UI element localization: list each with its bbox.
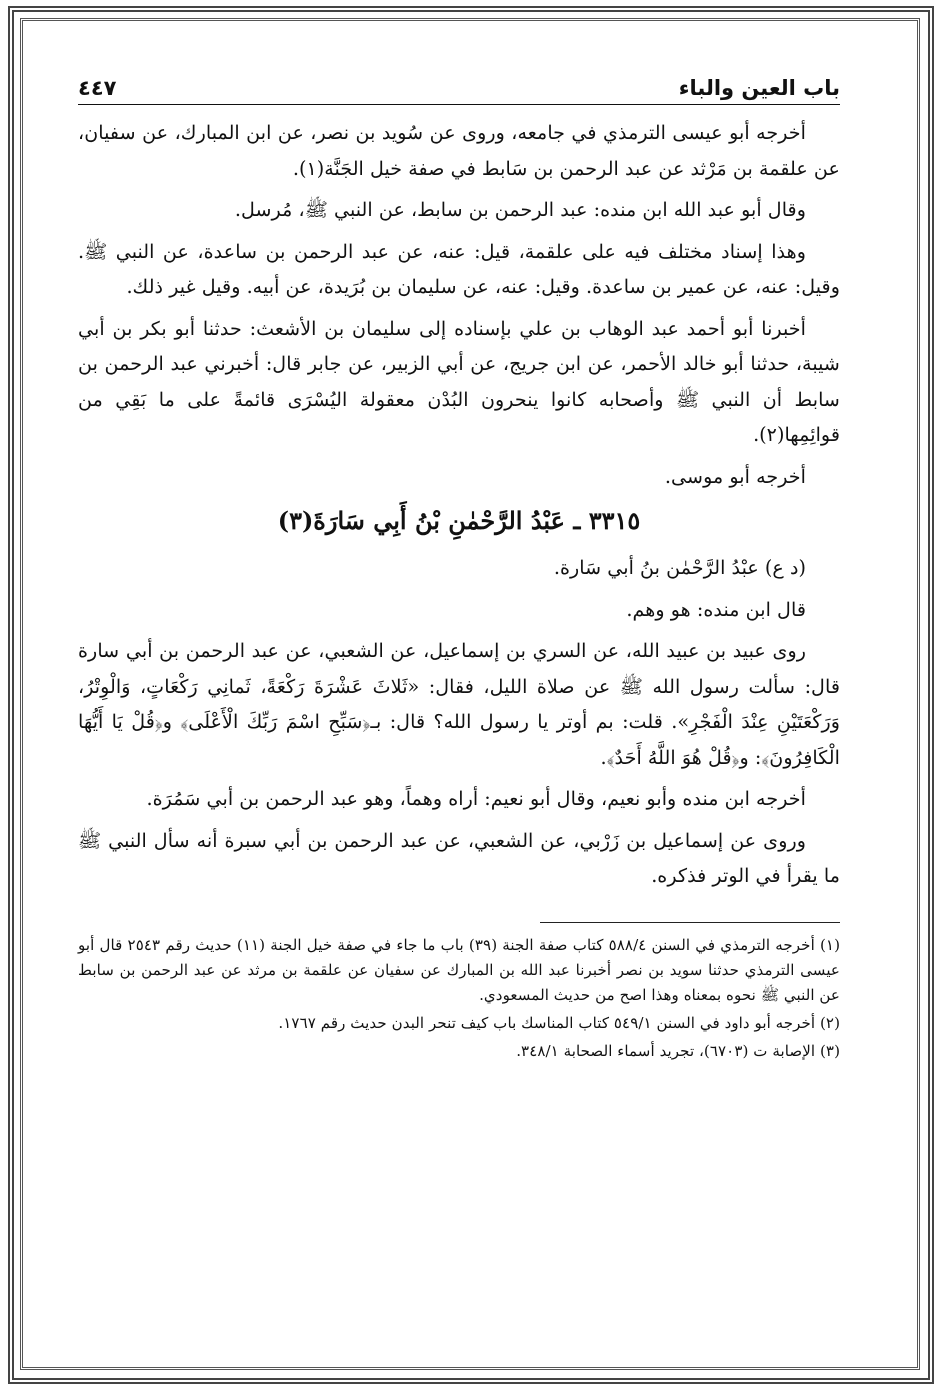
paragraph: وروى عن إسماعيل بن زَرْبي، عن الشعبي، عن عبد الرحمن بن أبي سبرة أنه سأل النبي ﷺ ما يقرأ في الوتر فذكره. (78, 828, 840, 887)
footnote: (٢) أخرجه أبو داود في السنن ٥٤٩/١ كتاب المناسك باب كيف تنحر البدن حديث رقم ١٧٦٧. (278, 1013, 840, 1032)
footnote-divider (540, 922, 840, 923)
entry-heading: ٣٣١٥ ـ عَبْدُ الرَّحْمٰنِ بْنُ أَبِي سَارَةَ(٣) (277, 506, 641, 535)
paragraph: وقال أبو عبد الله ابن منده: عبد الرحمن بن سابط، عن النبي ﷺ، مُرسل. (234, 198, 806, 221)
paragraph: أخبرنا أبو أحمد عبد الوهاب بن علي بإسناده إلى سليمان بن الأشعث: حدثنا أبو بكر بن أبي شيبة، حدثنا أبو خالد الأحمر، عن ابن جريج، عن أبي الزبير، عن جابر قال: أخبرني عبد الرحمن بن سابط أن النبي ﷺ وأصحابه كانوا ينحرون البُدْن معقولة اليُسْرَى قائمةً على ما بَقِي من قوائِمِها(٢). (78, 316, 840, 446)
page-number: ٤٤٧ (78, 76, 117, 100)
paragraph: أخرجه ابن منده وأبو نعيم، وقال أبو نعيم: أراه وهماً، وهو عبد الرحمن بن أبي سَمُرَة. (146, 787, 806, 810)
main-text (78, 115, 840, 894)
paragraph: أخرجه أبو موسى. (664, 464, 806, 488)
running-header (78, 72, 840, 105)
paragraph: وهذا إسناد مختلف فيه على علقمة، قيل: عنه، عن عبد الرحمن بن ساعدة، عن النبي ﷺ. وقيل: عنه، عن عمير بن ساعدة. وقيل: عنه، عن سليمان بن بُرَيدة، عن أبيه. وقيل غير ذلك. (78, 239, 840, 298)
paragraph: أخرجه أبو عيسى الترمذي في جامعه، وروى عن سُويد بن نصر، عن ابن المبارك، عن سفيان، عن علقمة بن مَرْثد عن عبد الرحمن بن سَابط في صفة خيل الجَنَّة(١). (78, 121, 840, 180)
footnotes (78, 922, 840, 1064)
chapter-title: باب العين والباء (678, 76, 840, 100)
paragraph: قال ابن منده: هو وهم. (626, 597, 806, 621)
book-page (78, 72, 840, 1067)
paragraph: روى عبيد بن عبيد الله، عن السري بن إسماعيل، عن الشعبي، عن عبد الرحمن بن أبي سارة قال: سألت رسول الله ﷺ عن صلاة الليل، فقال: «ثَلاثَ عَشْرَةَ رَكْعَةً، ثَمانِي رَكْعَاتٍ، وَالْوِتْرُ، وَرَكْعَتَيْنِ عِنْدَ الْفَجْرِ». قلت: بم أوتر يا رسول الله؟ قال: بـ﴿سَبِّحِ اسْمَ رَبِّكَ الْأَعْلَى﴾ و﴿قُلْ يَا أَيُّهَا الْكَافِرُونَ﴾: و﴿قُلْ هُوَ اللَّهُ أَحَدٌ﴾. (78, 639, 840, 769)
footnote: (٣) الإصابة ت (٦٧٠٣)، تجريد أسماء الصحابة ٣٤٨/١. (516, 1041, 840, 1060)
footnote: (١) أخرجه الترمذي في السنن ٥٨٨/٤ كتاب صفة الجنة (٣٩) باب ما جاء في صفة خيل الجنة (١١) حديث رقم ٢٥٤٣ قال أبو عيسى الترمذي حدثنا سويد بن نصر أخبرنا عبد الله بن المبارك عن سفيان عن علقمة بن مرثد عن عبد الرحمن بن سابط عن النبي ﷺ نحوه بمعناه وهذا اصح من حديث المسعودي. (78, 935, 840, 1004)
paragraph: (د ع) عبْدُ الرَّحْمٰن بنُ أبي سَارة. (553, 556, 806, 579)
